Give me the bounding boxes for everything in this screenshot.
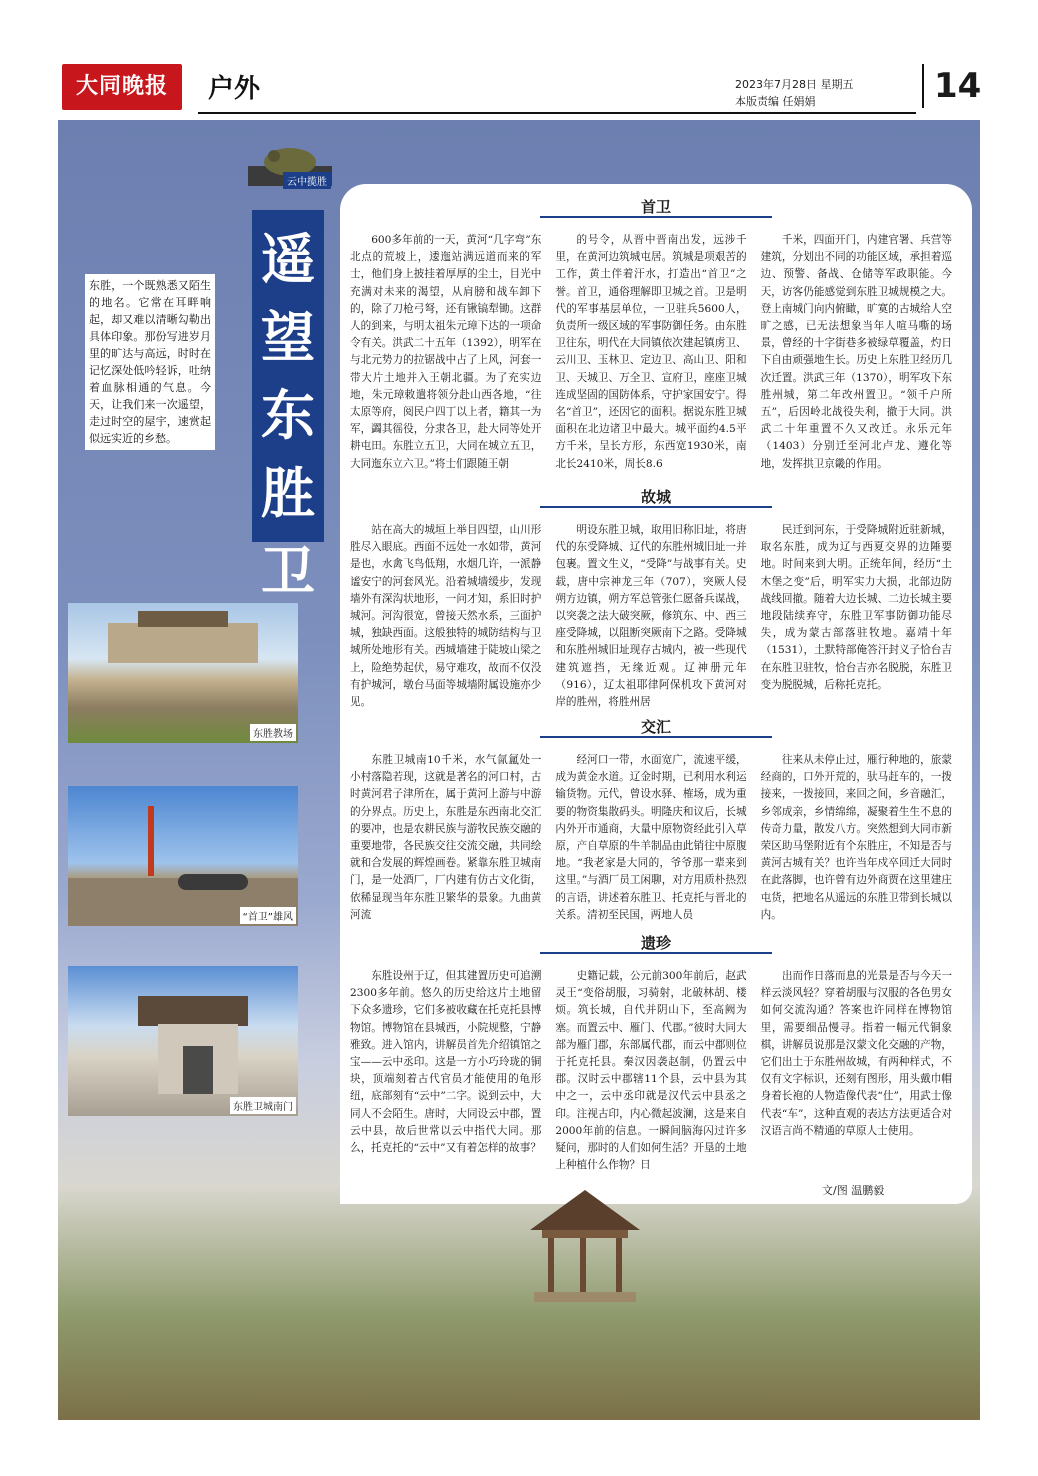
newspaper-logo: 大同晚报 (62, 64, 182, 110)
section-heading: 交汇 (640, 718, 671, 736)
photo-caption: “首卫”雄风 (240, 907, 296, 924)
section-rule (540, 216, 772, 218)
page-number-divider (922, 64, 924, 108)
photo-cannon-wall (68, 786, 298, 926)
paragraph: 站在高大的城垣上举目四望，山川形胜尽入眼底。西面不远处一水如带，黄河是也，水禽飞鸟低翔，水烟几许，一派静谧安宁的河套风光。沿着城墙缓步，发现墙外有深沟状地形，一问才知，系旧时护城河。河沟很宽，曾接天然水系，三面护城，独缺西面。这般独特的城防结构与卫城所处地形有关。西城墙建于陡坡山梁之上，险绝势起伏，易守难攻，故而不仅没有护城河，墩台马面等城墙附属设施亦少见。 (350, 524, 542, 709)
section-body (350, 968, 952, 1176)
page-editor: 本版责编 任娟娟 (735, 95, 816, 108)
photo-caption: 东胜卫城南门 (230, 1097, 296, 1114)
photo-drill-ground (68, 603, 298, 743)
pavilion-icon (520, 1186, 650, 1306)
paragraph: 民迁到河东，于受降城附近驻新城，取名东胜，成为辽与西夏交界的边陲要地。时间来到大明。正统年间，经历“土木堡之变”后，明军实力大损，北部边防战线回撤。随着大边长城、二边长城主要地段陆续弃守，东胜卫军事防御功能尽失，成为蒙古部落驻牧地。嘉靖十年（1531），土默特部俺答汗封义子恰台吉在东胜卫驻牧，恰台吉亦名脱脱，东胜卫变为脱脱城，后称托克托。 (760, 524, 952, 691)
paragraph: 往来从未停止过，雁行种地的，旅蒙经商的，口外开荒的，驮马赶车的，一拨接来，一拨接回，来回之间，乡音融汇，乡邻成亲，乡情绵绵，凝聚着生生不息的传奇力量，散发八方。突然想到大同市新荣区助马堡附近有个东胜庄，不知是否与黄河古城有关？也许当年戍卒回迁大同时在此落脚，也许曾有边外商贾在这里建庄屯货，把地名从遥远的东胜卫带到长城以内。 (760, 754, 952, 921)
section-name: 户外 (208, 74, 261, 104)
photo-caption: 东胜教场 (250, 724, 296, 741)
column-tag: 云中揽胜 (283, 172, 331, 189)
section-heading: 首卫 (640, 198, 671, 216)
section-rule (540, 736, 772, 738)
paragraph: 东胜设州于辽，但其建置历史可追溯2300多年前。悠久的历史给这片土地留下众多遗珍，它们多被收藏在托克托县博物馆。博物馆在县城西，小院规整，宁静雅致。进入馆内，讲解员首先介绍镇馆之宝——云中丞印。这是一方小巧玲珑的铜块，顶端刻着古代官员才能使用的龟形纽，底部刻有“云中”二字。说到云中，大同人不会陌生。唐时，大同设云中郡，置云中县，故后世常以云中指代大同。那么，托克托的“云中”又有着怎样的故事？ (350, 970, 542, 1155)
section-body (350, 232, 952, 480)
header-rule (198, 112, 916, 114)
paragraph: 东胜卫城南10千米，水气氤氲处一小村落隐若现，这就是著名的河口村，古时黄河君子津所在，属于黄河上游与中游的分界点。历史上，东胜是东西南北交汇的要冲，也是农耕民族与游牧民族交融的重要地带，各民族交往交流交融，共同绘就和合发展的辉煌画卷。紧靠东胜卫城南门，是一处酒厂，厂内建有仿古文化街，依稀显现当年东胜卫繁华的景象。九曲黄河流 (350, 754, 542, 921)
paragraph: 千米，四面开门，内建官署、兵营等建筑，分划出不同的功能区域，承担着巡边、预警、备战、仓储等军政职能。今天，访客仍能感觉到东胜卫城规模之大。登上南城门向内俯瞰，旷寞的古城给人空旷之感，已无法想象当年人喧马嘶的场景，曾经的十字街巷多被绿草覆盖，灼日下自由顽强地生长。历史上东胜卫经历几次迁置。洪武三年（1370），明军攻下东胜州城，第二年改州置卫。“领千户所五”，后因岭北战役失利，撤于大同。洪武二十年重置不久又改迁。永乐元年（1403）分别迁至河北卢龙、遵化等地，发挥拱卫京畿的作用。 (760, 234, 952, 470)
intro-text: 东胜，一个既熟悉又陌生的地名。它常在耳畔响起，却又难以清晰勾勒出具体印象。那份写进岁月里的旷达与高远，时时在记忆深处低吟轻诉，吐纳着血脉相通的气息。今天，让我们来一次遥望，走过时空的屋宇，速赏起似远实近的乡愁。 (85, 274, 215, 450)
section-body (350, 752, 952, 924)
paragraph: 明设东胜卫城，取用旧称旧址，将唐代的东受降城、辽代的东胜州城旧址一并包裹。置文生义，“受降”与战事有关。史载，唐中宗神龙三年（707），突厥人侵朔方边镇，朔方军总管张仁愿备兵谋战，以突袭之法大破突厥，修筑东、中、西三座受降城，以阻断突厥南下之路。受降城和东胜州城旧址现存古城内，被一些现代建筑遮挡，无缘近观。辽神册元年（916），辽太祖耶律阿保机攻下黄河对岸的胜州，将胜州居 (555, 524, 747, 709)
paragraph: 600多年前的一天，黄河“几字弯”东北点的荒坡上，逶迤站满远道而来的军士，他们身上披挂着厚厚的尘土，目光中充满对未来的渴望，从肩膀和战车卸下的，除了刀枪弓弩，还有锹镐犁锄。这群人的到来，与明太祖朱元璋下达的一项命令有关。洪武二十五年（1392），明军在与北元势力的拉锯战中占了上风，河套一带大片土地并入王朝北疆。为了充实边地，朱元璋敕遣将领分赴山西各地，“往太原等府，阅民户四丁以上者，籍其一为军，蠲其徭役，分隶各卫，赴大同等处开耕屯田。东胜立五卫，大同在城立五卫，大同迤东立六卫。”将士们跟随王朝 (350, 234, 542, 470)
paragraph: 经河口一带，水面宽广，流速平缓，成为黄金水道。辽金时期，已利用水利运输货物。元代，曾设水驿、榷场，成为重要的物资集散码头。明隆庆和议后，长城内外开市通商，大量中原物资经此引入草原，产自草原的牛羊制品由此销往中原腹地。“我老家是大同的，爷爷那一辈来到这里。”与酒厂员工闲聊，对方用质朴热烈的言语，讲述着东胜卫、托克托与晋北的关系。清初至民国，两地人员 (555, 754, 747, 921)
paragraph: 史籍记载，公元前300年前后，赵武灵王“变俗胡服，习骑射，北破林胡、楼烦。筑长城，自代并阴山下，至高阙为塞。而置云中、雁门、代郡。”彼时大同大部为雁门郡，东部属代郡，而云中郡则位于托克托县。秦汉因袭赵制，仍置云中郡。汉时云中郡辖11个县，云中县为其中之一，云中丞印就是汉代云中县丞之印。注视古印，内心微起波澜，这是来自2000年前的信息。一瞬间脑海闪过许多疑问，那时的人们如何生活？开垦的土地上种植什么作物？日 (555, 970, 747, 1172)
page-number: 14 (934, 66, 982, 106)
section-rule (540, 506, 772, 508)
section-body (350, 522, 952, 718)
photo-south-gate (68, 966, 298, 1116)
byline: 文/图 温鹏毅 (822, 1184, 885, 1197)
headline: 遥望东胜卫 (252, 210, 324, 542)
issue-date: 2023年7月28日 星期五 (735, 78, 854, 91)
paragraph: 的号令，从晋中晋南出发，远涉千里，在黄河边筑城屯居。筑城是项艰苦的工作，黄土伴着汗水，打造出“首卫”之誉。首卫，通俗理解即卫城之首。卫是明代的军事基层单位，一卫驻兵5600人，负责所一级区域的军事防御任务。由东胜卫往东，明代在大同镇依次建起镇虏卫、云川卫、玉林卫、定边卫、高山卫、阳和卫、天城卫、万全卫、宣府卫，座座卫城连成坚固的国防体系，守护家国安宁。得名“首卫”，还因它的面积。据说东胜卫城面积在北边诸卫中最大。城平面约4.5平方千米，呈长方形，东西宽1930米，南北长2410米，周长8.6 (555, 234, 747, 470)
section-heading: 遗珍 (640, 934, 671, 952)
paragraph: 出而作日落而息的光景是否与今天一样云淡风轻？穿着胡服与汉服的各色男女如何交流沟通？答案也许同样在博物馆里，需要细品慢寻。指着一幅元代铜象棋，讲解员说那是汉蒙文化交融的产物，它们出土于东胜州故城，有两种样式，不仅有文字标识，还刻有图形，用头戴巾帽身着长袍的人物造像代表“仕”，用武士像代表“车”，这种直观的表达方法更适合对汉语言尚不精通的草原人士使用。 (760, 970, 952, 1137)
section-rule (540, 952, 772, 954)
section-heading: 故城 (640, 488, 671, 506)
